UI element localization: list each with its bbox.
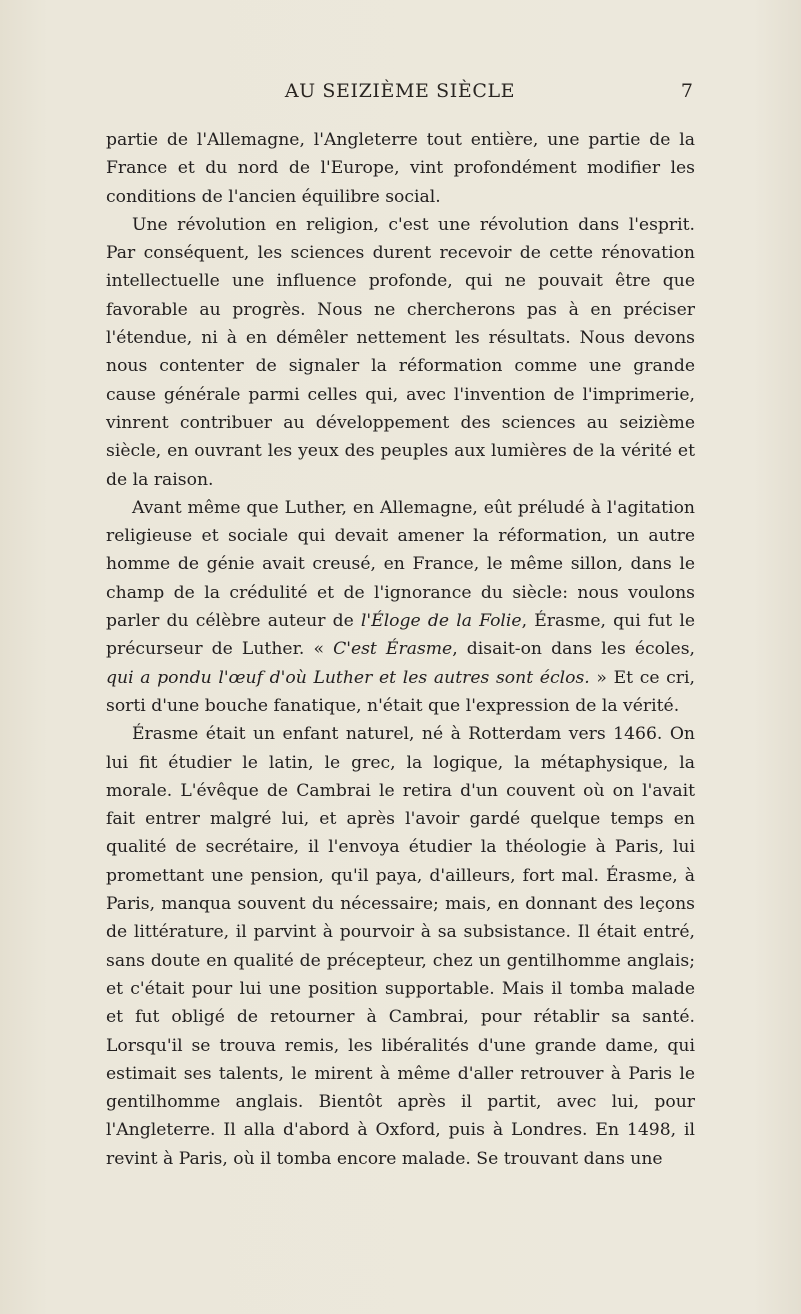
page-header xyxy=(107,78,693,108)
body-text xyxy=(106,126,695,1173)
quote-oeuf: qui a pondu l'œuf d'où Luther et les autres sont éclos. xyxy=(106,667,590,688)
paragraph-2: Une révolution en religion, c'est une révolution dans l'esprit. Par conséquent, les sciences durent recevoir de cette rénovation intellectuelle une influence profonde, qui ne pouvait être que favorable au progrès. Nous ne chercherons pas à en préciser l'étendue, ni à en démêler nettement les résultats. Nous devons nous contenter de signaler la réformation comme une grande cause générale parmi celles qui, avec l'invention de l'imprimerie, vinrent contribuer au développement des sciences au seizième siècle, en ouvrant les yeux des peuples aux lumières de la vérité et de la raison. xyxy=(106,214,695,490)
book-title-eloge-de-la-folie: l'Éloge de la Folie xyxy=(360,611,522,632)
paragraph-4: Érasme était un enfant naturel, né à Rotterdam vers 1466. On lui fit étudier le latin, le grec, la logique, la métaphysique, la morale. L'évêque de Cambrai le retira d'un couvent où on l'avait fait entrer malgré lui, et après l'avoir gardé quelque temps en qualité de secrétaire, il l'envoya étudier la théologie à Paris, lui promettant une pension, qu'il paya, d'ailleurs, fort mal. Érasme, à Paris, manqua souvent du nécessaire; mais, en donnant des leçons de littérature, il parvint à pourvoir à sa subsistance. Il était entré, sans doute en qualité de précepteur, chez un gentilhomme anglais; et c'était pour lui une position supportable. Mais il tomba malade et fut obligé de retourner à Cambrai, pour rétablir sa santé. Lorsqu'il se trouva remis, les libéralités d'une grande dame, qui estimait ses talents, le mirent à même d'aller retrouver à Paris le gentilhomme anglais. Bientôt après il partit, avec lui, pour l'Angleterre. Il alla d'abord à Oxford, puis à Londres. En 1498, il revint à Paris, où il tomba encore malade. Se trouvant dans une xyxy=(106,724,695,1169)
paragraph-1: partie de l'Allemagne, l'Angleterre tout entière, une partie de la France et du nord de l'Europe, vint profondément modifier les conditions de l'ancien équilibre social. xyxy=(106,130,695,207)
paragraph-3-text-c: , Érasme, qui fut le précurseur de Luther. « xyxy=(106,611,696,660)
paragraph-3-text-a: Avant même que Luther, en Allemagne, eût préludé à l'agitation religieuse et sociale qui devait amener la réformation, un autre homme de génie avait creusé, en France, le même sillon, dans le champ de la crédulité et de l'ignorance du siècle: nous voulons parler du célèbre auteur de xyxy=(106,497,695,632)
paragraph-3-text-e: , disait-on dans les écoles, xyxy=(452,639,695,660)
paragraph-3-text-g: » Et ce cri, sorti d'une bouche fanatique, n'était que l'expression de la vérité. xyxy=(106,667,695,716)
paragraph-3 xyxy=(106,494,695,720)
running-head: AU SEIZIÈME SIÈCLE xyxy=(284,80,516,102)
page-number: 7 xyxy=(680,80,693,102)
quote-cest-erasme: C'est Érasme xyxy=(333,639,453,660)
